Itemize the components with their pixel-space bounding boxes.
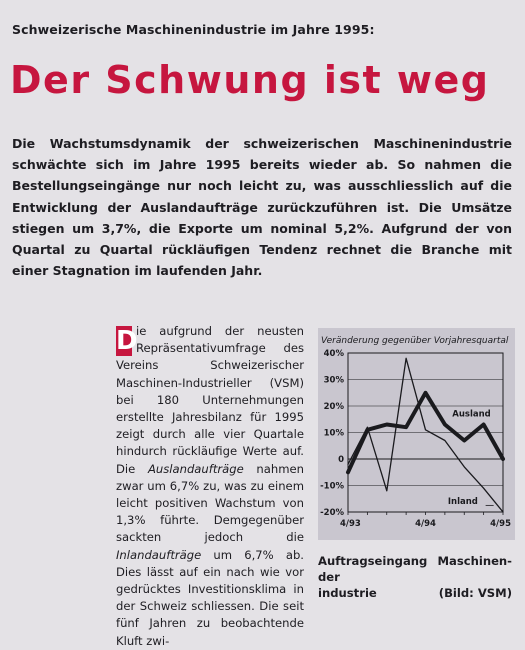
drop-cap: D [116, 326, 138, 356]
article-body [116, 323, 304, 650]
y-tick-label: -10% [320, 481, 344, 492]
article-lead: Die Wachstumsdynamik der schweizerischen Maschinenindustrie schwächte sich im Jahre 1995 bereits wieder ab. So nahmen die Bestellungseingänge nur noch leicht zu, was ausschliesslich auf die Entwicklung der Auslandaufträge zurückzuführen ist. Die Umsätze stiegen um 3,7%, die Exporte um nominal 5,2%. Aufgrund der von Quartal zu Quartal rückläufigen Tendenz rechnet die Branche mit einer Stagnation im laufenden Jahr. [12, 136, 512, 279]
y-tick-label: 20% [323, 402, 344, 412]
series-label-ausland: Ausland [452, 409, 491, 420]
x-tick-label: 4/94 [415, 519, 436, 529]
body-text-3: um 6,7% ab. Dies lässt auf ein nach wie vor gedrücktes Investitionsklima in der Schweiz schliessen. Die seit fünf Jahren zu beobachtende Kluft zwi- [116, 547, 304, 648]
y-tick-label: 0 [338, 455, 344, 465]
body-emphasis-ausland: Auslandaufträge [147, 461, 244, 476]
body-emphasis-inland: Inlandaufträge [116, 547, 202, 562]
caption-credit: (Bild: VSM) [438, 586, 512, 600]
article-kicker: Schweizerische Maschinenindustrie im Jahre 1995: [12, 22, 375, 37]
y-tick-label: 40% [323, 349, 344, 359]
caption-text-left: Auftragseingang der [318, 554, 428, 584]
series-label-inland: Inland [447, 497, 478, 508]
article-headline: Der Schwung ist weg [10, 58, 490, 102]
order-intake-chart [318, 328, 515, 540]
chart-title: Veränderung gegenüber Vorjahresquartal [321, 336, 509, 346]
x-tick-label: 4/93 [340, 519, 361, 529]
x-tick-label: 4/95 [490, 519, 511, 529]
y-tick-label: -20% [320, 508, 344, 518]
y-tick-label: 10% [323, 428, 344, 439]
caption-text-right: Maschinen- [437, 554, 512, 568]
caption-text-line2: industrie [318, 586, 377, 600]
chart-caption [318, 553, 512, 601]
body-text-1: ie aufgrund der neusten Repräsentativumfrage des Vereins Schweizerischer Maschinen-Industrieller (VSM) bei 180 Unternehmungen erstellte Jahresbilanz für 1995 zeigt durch alle vier Quartale hindurch rückläufige Werte auf. Die [116, 324, 304, 476]
y-tick-label: 30% [323, 375, 344, 386]
body-text-2: nahmen zwar um 6,7% zu, was zu einem leicht positiven Wachstum von 1,3% führte. Demgegenüber sackten jedoch die [116, 461, 304, 545]
